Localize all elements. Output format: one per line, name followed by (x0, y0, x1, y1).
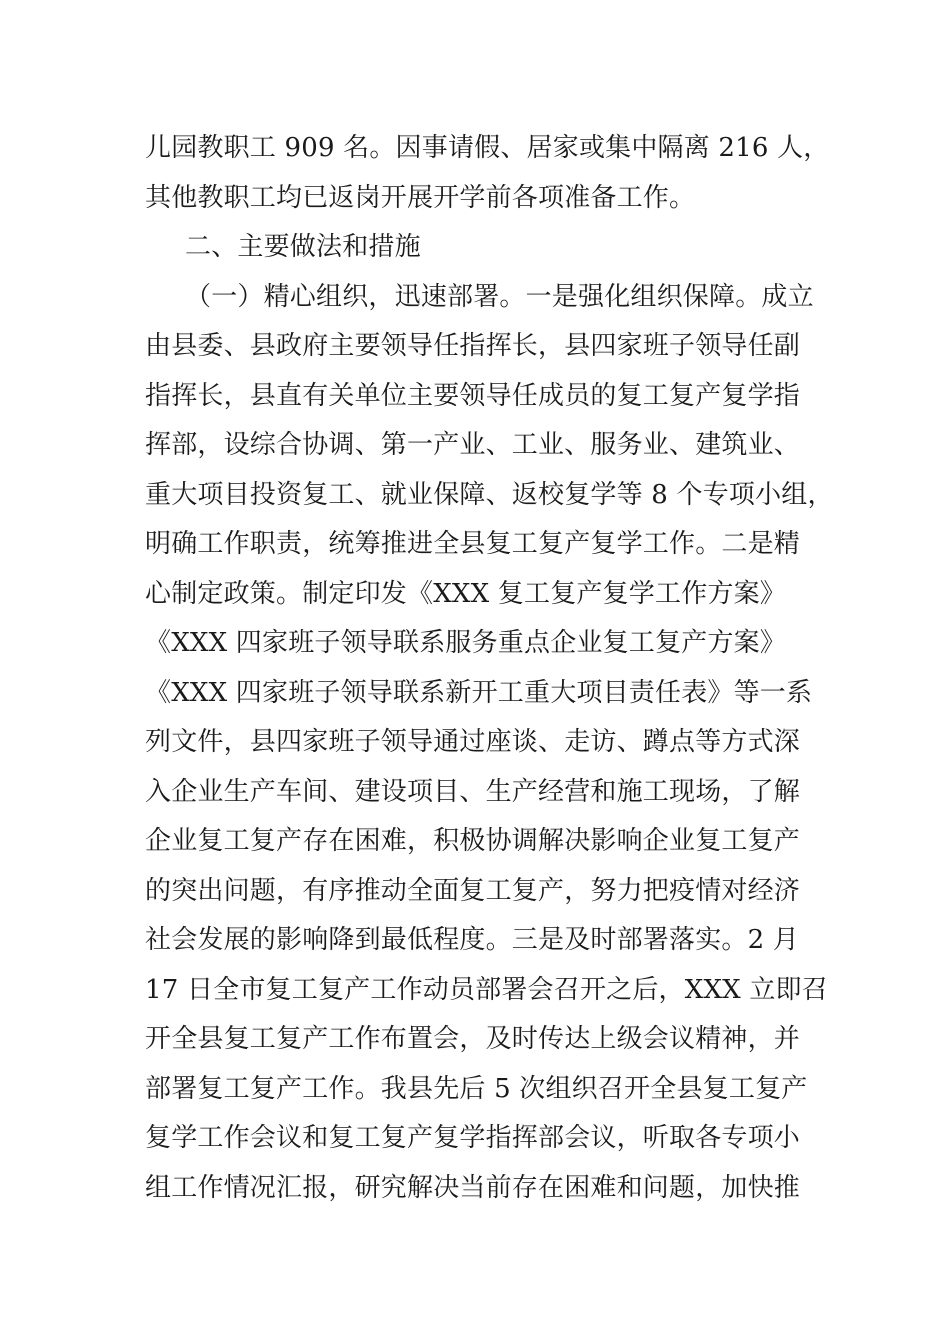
text-line: 其他教职工均已返岗开展开学前各项准备工作。 (145, 182, 696, 213)
text-line: 企业复工复产存在困难，积极协调解决影响企业复工复产 (145, 826, 801, 856)
text-line: 17 日全市复工复产工作动员部署会召开之后，XXX 立即召 (145, 974, 828, 1005)
text-line: 重大项目投资复工、就业保障、返校复学等 8 个专项小组， (145, 479, 834, 510)
document-body (145, 124, 835, 1213)
text-line: 开全县复工复产工作布置会，及时传达上级会议精神，并 (145, 1024, 801, 1054)
text-line: 入企业生产车间、建设项目、生产经营和施工现场，了解 (145, 776, 801, 807)
text-line: 社会发展的影响降到最低程度。三是及时部署落实。2 月 (145, 925, 800, 955)
text-line: 心制定政策。制定印发《XXX 复工复产复学工作方案》 (145, 578, 786, 609)
text-line: 挥部，设综合协调、第一产业、工业、服务业、建筑业、 (145, 430, 801, 460)
paragraph-first-line: （一）精心组织，迅速部署。一是强化组织保障。成立 (185, 281, 814, 312)
text-line: 明确工作职责，统筹推进全县复工复产复学工作。二是精 (145, 529, 801, 559)
text-line: 复学工作会议和复工复产复学指挥部会议，听取各专项小 (145, 1123, 801, 1153)
text-line: 由县委、县政府主要领导任指挥长，县四家班子领导任副 (145, 331, 801, 361)
text-line: 儿园教职工 909 名。因事请假、居家或集中隔离 216 人， (145, 133, 830, 163)
text-line: 组工作情况汇报，研究解决当前存在困难和问题，加快推 (145, 1172, 801, 1203)
text-line: 列文件，县四家班子领导通过座谈、走访、蹲点等方式深 (145, 727, 801, 757)
text-line: 指挥长，县直有关单位主要领导任成员的复工复产复学指 (145, 380, 801, 411)
text-line: 部署复工复产工作。我县先后 5 次组织召开全县复工复产 (145, 1073, 808, 1104)
text-line: 《XXX 四家班子领导联系新开工重大项目责任表》等一系 (145, 677, 813, 708)
section-heading: 二、主要做法和措施 (185, 232, 421, 262)
text-line: 的突出问题，有序推动全面复工复产，努力把疫情对经济 (145, 875, 801, 906)
text-line: 《XXX 四家班子领导联系服务重点企业复工复产方案》 (145, 628, 786, 658)
